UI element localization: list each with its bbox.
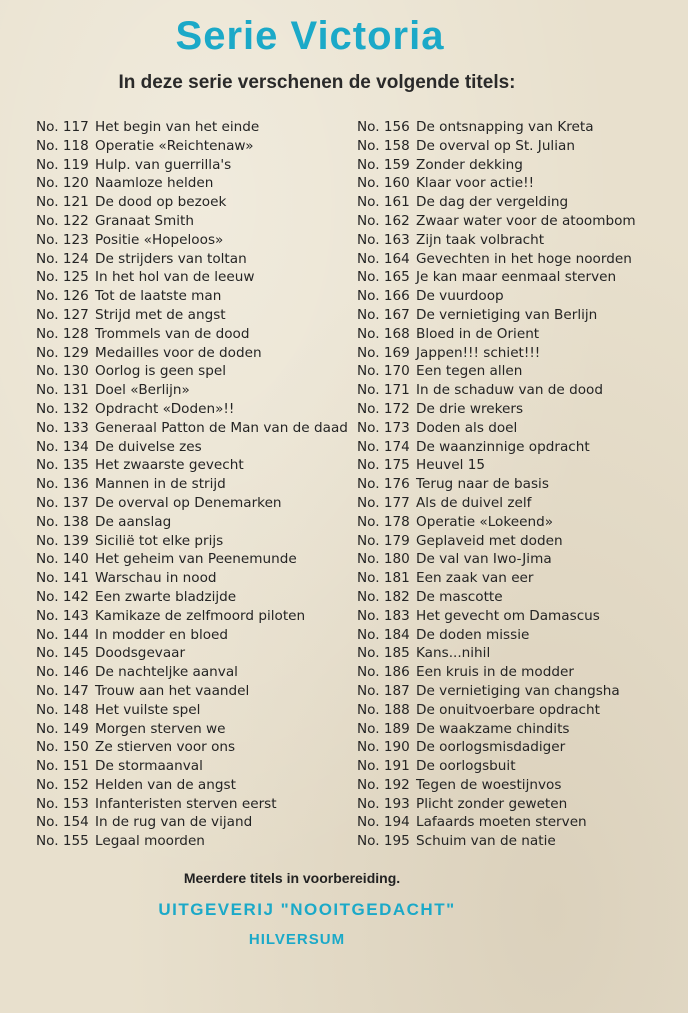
list-item [36, 362, 348, 381]
issue-number: No. 178 [357, 513, 410, 530]
issue-title: De oorlogsmisdadiger [416, 739, 566, 756]
issue-number: No. 146 [36, 664, 89, 681]
list-item [36, 212, 348, 231]
issue-number: No. 153 [36, 795, 89, 812]
issue-title: Het begin van het einde [95, 119, 260, 135]
list-item [36, 776, 348, 795]
issue-number: No. 145 [36, 645, 89, 662]
issue-title: Doodsgevaar [95, 645, 186, 662]
issue-title: Schuim van de natie [416, 833, 556, 850]
list-item [357, 250, 636, 269]
list-item [36, 701, 348, 720]
list-item [357, 550, 636, 569]
list-item [357, 494, 636, 513]
list-item [357, 118, 636, 137]
list-item [357, 795, 636, 814]
list-item [36, 626, 348, 645]
list-item [36, 268, 348, 287]
issue-title: Een tegen allen [416, 363, 523, 380]
issue-title: Oorlog is geen spel [95, 363, 226, 380]
issue-number: No. 182 [357, 588, 410, 605]
issue-title: De dag der vergelding [416, 194, 569, 211]
issue-title: Operatie «Lokeend» [416, 513, 554, 530]
issue-title: De dood op bezoek [95, 194, 227, 211]
publisher-name: UITGEVERIJ "NOOITGEDACHT" [158, 900, 456, 919]
list-item [36, 532, 348, 551]
list-item [36, 344, 348, 363]
list-item [357, 813, 636, 832]
issue-number: No. 175 [357, 457, 410, 474]
issue-number: No. 187 [357, 682, 410, 699]
issue-number: No. 189 [357, 720, 410, 737]
list-item [357, 193, 636, 212]
issue-number: No. 163 [357, 231, 410, 248]
issue-number: No. 170 [357, 363, 410, 380]
list-item [357, 325, 636, 344]
series-title: Serie Victoria [175, 14, 445, 58]
list-item [36, 231, 348, 250]
list-item [357, 644, 636, 663]
list-item [357, 287, 636, 306]
issue-title: Warschau in nood [95, 570, 217, 587]
list-item [36, 381, 348, 400]
issue-number: No. 195 [357, 833, 410, 850]
list-item [357, 720, 636, 739]
issue-title: Heuvel 15 [416, 457, 486, 474]
issue-title: Geplaveid met doden [416, 532, 563, 549]
issue-title: De nachteljke aanval [95, 664, 238, 681]
issue-number: No. 165 [357, 269, 410, 286]
issue-title: De vernietiging van changsha [416, 682, 620, 699]
issue-number: No. 148 [36, 701, 89, 718]
issue-title: Doden als doel [416, 419, 518, 436]
list-item [36, 156, 348, 175]
list-item [36, 813, 348, 832]
issue-number: No. 139 [36, 532, 89, 549]
list-item [36, 438, 348, 457]
list-item [357, 663, 636, 682]
issue-title: Sicilië tot elke prijs [95, 532, 224, 549]
issue-number: No. 168 [357, 325, 410, 342]
list-item [357, 456, 636, 475]
issue-title: Medailles voor de doden [95, 344, 262, 361]
issue-number: No. 188 [357, 701, 410, 718]
issue-title: De drie wrekers [416, 400, 524, 417]
issue-title: Ze stierven voor ons [95, 739, 236, 756]
issue-number: No. 169 [357, 344, 410, 361]
list-item [357, 137, 636, 156]
issue-title: De mascotte [416, 588, 503, 605]
issue-title: De duivelse zes [95, 438, 202, 455]
issue-title: Een zwarte bladzijde [95, 588, 237, 605]
issue-title: Tegen de woestijnvos [416, 776, 562, 793]
issue-number: No. 118 [36, 137, 89, 154]
issue-title: De aanslag [95, 513, 172, 530]
issue-title: Het gevecht om Damascus [416, 607, 600, 624]
issue-number: No. 140 [36, 551, 89, 568]
list-item [36, 738, 348, 757]
list-item [357, 757, 636, 776]
issue-number: No. 185 [357, 645, 410, 662]
in-preparation-note: Meerdere titels in voorbereiding. [183, 870, 401, 886]
list-item [357, 306, 636, 325]
series-subtitle: In deze serie verschenen de volgende titels: [118, 72, 516, 93]
list-item [357, 362, 636, 381]
list-item [36, 757, 348, 776]
issue-number: No. 173 [357, 419, 410, 436]
issue-title: De doden missie [416, 626, 530, 643]
issue-title: De vernietiging van Berlijn [416, 306, 598, 323]
list-item [36, 513, 348, 532]
issue-title: Zonder dekking [416, 156, 523, 173]
issue-number: No. 191 [357, 758, 410, 775]
issue-number: No. 134 [36, 438, 89, 455]
issue-number: No. 155 [36, 833, 89, 850]
issue-number: No. 150 [36, 739, 89, 756]
list-item [36, 287, 348, 306]
issue-title: De val van Iwo-Jima [416, 551, 552, 568]
list-item [36, 607, 348, 626]
list-item [36, 795, 348, 814]
issue-title: Tot de laatste man [95, 288, 222, 305]
issue-title: De vuurdoop [416, 288, 504, 305]
issue-number: No. 127 [36, 306, 89, 323]
issue-number: No. 135 [36, 457, 89, 474]
issue-title: Zwaar water voor de atoombom [416, 212, 636, 229]
issue-title: Positie «Hopeloos» [95, 231, 224, 248]
issue-number: No. 152 [36, 776, 89, 793]
issue-number: No. 184 [357, 626, 410, 643]
list-item [36, 832, 348, 851]
issue-number: No. 154 [36, 814, 89, 831]
list-item [357, 212, 636, 231]
issue-number: No. 125 [36, 269, 89, 286]
issue-title: De onuitvoerbare opdracht [416, 701, 600, 718]
list-item [357, 419, 636, 438]
issue-number: No. 144 [36, 626, 89, 643]
titles-list-right [357, 118, 636, 851]
issue-number: No. 131 [36, 382, 89, 399]
issue-number: No. 130 [36, 363, 89, 380]
list-item [36, 663, 348, 682]
issue-title: Morgen sterven we [95, 720, 226, 737]
issue-number: No. 160 [357, 175, 410, 192]
list-item [36, 588, 348, 607]
issue-title: Mannen in de strijd [95, 476, 226, 493]
issue-number: No. 121 [36, 194, 89, 211]
list-item [357, 381, 636, 400]
issue-title: Operatie «Reichtenaw» [95, 137, 254, 154]
issue-number: No. 174 [357, 438, 410, 455]
list-item [36, 137, 348, 156]
issue-number: No. 193 [357, 795, 410, 812]
list-item [36, 250, 348, 269]
issue-title: Terug naar de basis [416, 476, 549, 493]
list-item [357, 174, 636, 193]
issue-title: De strijders van toltan [95, 250, 247, 267]
list-item [357, 344, 636, 363]
list-item [357, 626, 636, 645]
list-item [36, 494, 348, 513]
list-item [357, 738, 636, 757]
issue-number: No. 142 [36, 588, 89, 605]
list-item [357, 532, 636, 551]
list-item [36, 456, 348, 475]
list-item [36, 475, 348, 494]
issue-number: No. 186 [357, 664, 410, 681]
issue-number: No. 126 [36, 288, 89, 305]
list-item [36, 550, 348, 569]
issue-number: No. 183 [357, 607, 410, 624]
list-item [357, 475, 636, 494]
issue-title: De ontsnapping van Kreta [416, 119, 594, 135]
list-item [357, 569, 636, 588]
issue-number: No. 180 [357, 551, 410, 568]
issue-number: No. 129 [36, 344, 89, 361]
issue-title: Infanteristen sterven eerst [95, 795, 277, 812]
list-item [36, 325, 348, 344]
list-item [36, 400, 348, 419]
issue-number: No. 117 [36, 119, 89, 135]
list-item [357, 156, 636, 175]
issue-number: No. 172 [357, 400, 410, 417]
list-item [36, 174, 348, 193]
issue-number: No. 119 [36, 156, 89, 173]
issue-title: Een zaak van eer [416, 570, 534, 587]
issue-title: De waakzame chindits [416, 720, 570, 737]
list-item [357, 400, 636, 419]
issue-title: Naamloze helden [95, 175, 214, 192]
issue-number: No. 122 [36, 212, 89, 229]
issue-number: No. 190 [357, 739, 410, 756]
issue-number: No. 123 [36, 231, 89, 248]
issue-number: No. 138 [36, 513, 89, 530]
issue-title: Helden van de angst [95, 776, 236, 793]
issue-number: No. 143 [36, 607, 89, 624]
issue-number: No. 167 [357, 306, 410, 323]
list-item [36, 193, 348, 212]
issue-title: Het zwaarste gevecht [95, 457, 244, 474]
issue-number: No. 132 [36, 400, 89, 417]
issue-title: In modder en bloed [95, 626, 229, 643]
issue-number: No. 159 [357, 156, 410, 173]
issue-number: No. 128 [36, 325, 89, 342]
issue-title: Kans...nihil [416, 645, 491, 662]
issue-title: Doel «Berlijn» [95, 382, 190, 399]
list-item [357, 701, 636, 720]
issue-title: Je kan maar eenmaal sterven [416, 269, 617, 286]
issue-title: Lafaards moeten sterven [416, 814, 587, 831]
list-item [357, 513, 636, 532]
issue-title: De oorlogsbuit [416, 758, 516, 775]
issue-title: Jappen!!! schiet!!! [416, 344, 541, 361]
issue-title: Opdracht «Doden»!! [95, 400, 235, 417]
issue-number: No. 166 [357, 288, 410, 305]
list-item [36, 682, 348, 701]
list-item [36, 569, 348, 588]
publisher-city: HILVERSUM [248, 931, 346, 948]
issue-number: No. 158 [357, 137, 410, 154]
issue-title: Kamikaze de zelfmoord piloten [95, 607, 306, 624]
issue-number: No. 162 [357, 212, 410, 229]
issue-number: No. 133 [36, 419, 89, 436]
issue-number: No. 156 [357, 119, 410, 135]
list-item [36, 306, 348, 325]
issue-title: Het geheim van Peenemunde [95, 551, 297, 568]
issue-number: No. 161 [357, 194, 410, 211]
issue-title: Legaal moorden [95, 833, 205, 850]
list-item [357, 438, 636, 457]
list-item [357, 776, 636, 795]
issue-number: No. 176 [357, 476, 410, 493]
issue-number: No. 194 [357, 814, 410, 831]
titles-list-left [36, 118, 348, 851]
issue-number: No. 124 [36, 250, 89, 267]
issue-title: Trommels van de dood [95, 325, 250, 342]
issue-number: No. 164 [357, 250, 410, 267]
list-item [36, 720, 348, 739]
issue-number: No. 137 [36, 494, 89, 511]
issue-number: No. 171 [357, 382, 410, 399]
issue-title: Als de duivel zelf [416, 494, 532, 511]
issue-title: Zijn taak volbracht [416, 231, 545, 248]
issue-title: Trouw aan het vaandel [95, 682, 250, 699]
issue-title: Hulp. van guerrilla's [95, 156, 232, 173]
issue-title: In het hol van de leeuw [95, 269, 255, 286]
issue-title: Gevechten in het hoge noorden [416, 250, 632, 267]
issue-number: No. 151 [36, 758, 89, 775]
issue-number: No. 179 [357, 532, 410, 549]
issue-number: No. 147 [36, 682, 89, 699]
issue-number: No. 177 [357, 494, 410, 511]
issue-number: No. 192 [357, 776, 410, 793]
issue-title: Generaal Patton de Man van de daad [95, 419, 348, 436]
list-item [357, 588, 636, 607]
issue-number: No. 149 [36, 720, 89, 737]
list-item [36, 644, 348, 663]
list-item [357, 607, 636, 626]
issue-title: De overval op St. Julian [416, 137, 575, 154]
list-item [357, 832, 636, 851]
list-item [357, 682, 636, 701]
issue-title: Granaat Smith [95, 212, 194, 229]
issue-title: In de rug van de vijand [95, 814, 253, 831]
issue-number: No. 136 [36, 476, 89, 493]
issue-title: In de schaduw van de dood [416, 382, 603, 399]
list-item [357, 268, 636, 287]
issue-title: Een kruis in de modder [416, 664, 574, 681]
issue-number: No. 181 [357, 570, 410, 587]
list-item [36, 419, 348, 438]
issue-title: De waanzinnige opdracht [416, 438, 590, 455]
list-item [36, 118, 348, 137]
issue-title: Klaar voor actie!! [416, 175, 535, 192]
issue-title: Bloed in de Orient [416, 325, 540, 342]
issue-title: Plicht zonder geweten [416, 795, 568, 812]
issue-number: No. 120 [36, 175, 89, 192]
issue-title: De overval op Denemarken [95, 494, 282, 511]
issue-number: No. 141 [36, 570, 89, 587]
issue-title: Strijd met de angst [95, 306, 226, 323]
issue-title: Het vuilste spel [95, 701, 201, 718]
list-item [357, 231, 636, 250]
issue-title: De stormaanval [95, 758, 203, 775]
